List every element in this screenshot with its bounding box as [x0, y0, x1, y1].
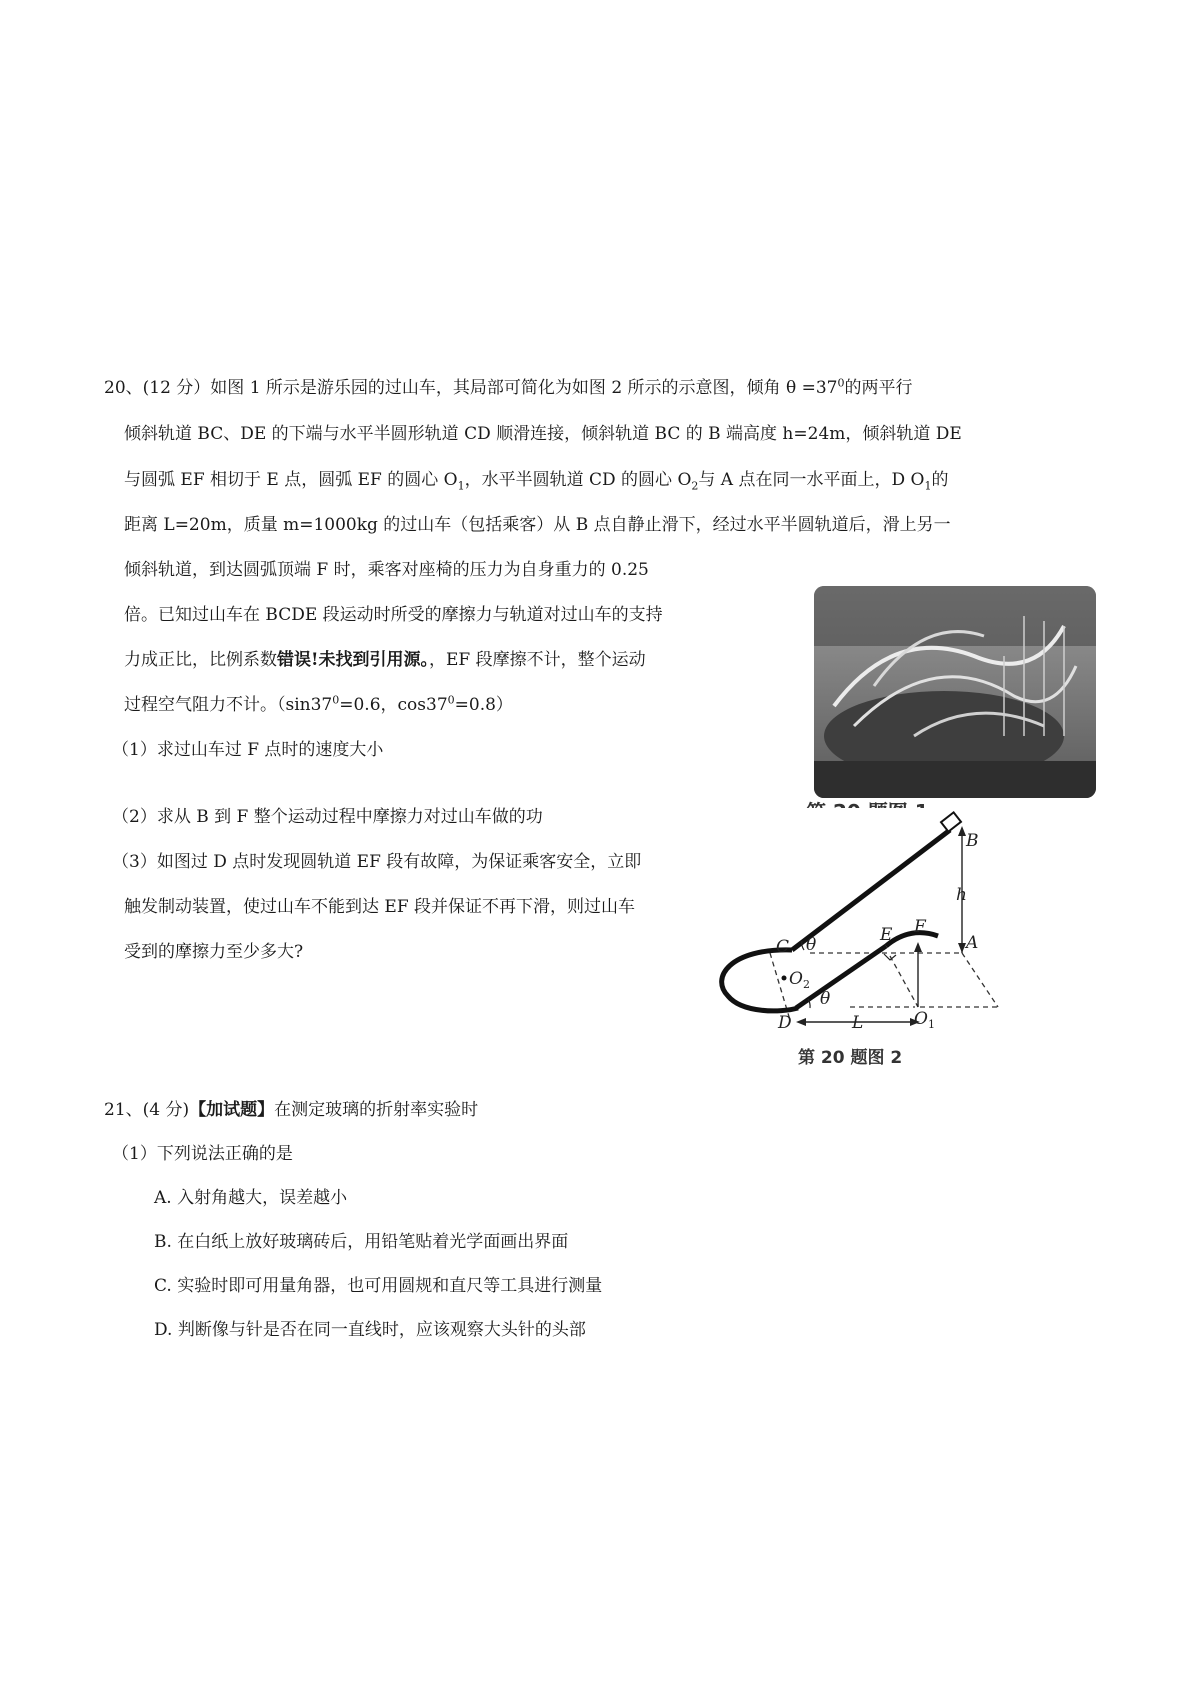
- q21-sub-1: （1）下列说法正确的是: [112, 1144, 293, 1164]
- q21-option-c: C. 实验时即可用量角器，也可用圆规和直尺等工具进行测量: [154, 1276, 603, 1296]
- q21-tag: 【加试题】: [189, 1100, 275, 1120]
- q20-line-8: [124, 693, 513, 717]
- q20-line-7: [124, 648, 646, 672]
- figure-2-caption: 第 20 题图 2: [798, 1048, 903, 1068]
- label-a: A: [966, 933, 979, 953]
- q20-line-3-d: 的: [931, 470, 949, 490]
- q20-line-3-a: 与圆弧 EF 相切于 E 点，圆弧 EF 的圆心 O: [124, 470, 458, 490]
- q21-option-b: B. 在白纸上放好玻璃砖后，用铅笔贴着光学面画出界面: [154, 1232, 569, 1252]
- q20-line-7-tail: ，EF 段摩擦不计，整个运动: [428, 650, 646, 670]
- label-h: h: [956, 885, 967, 905]
- q21-option-a: A. 入射角越大，误差越小: [154, 1188, 348, 1208]
- degree-sup: 0: [837, 376, 845, 390]
- degree-sup: 0: [332, 693, 340, 707]
- q20-line-8-tail: =0.8）: [454, 695, 513, 715]
- subscript: 1: [457, 479, 465, 493]
- q21-title: [104, 1098, 478, 1122]
- q20-sub-3-line-2: 触发制动装置，使过山车不能到达 EF 段并保证不再下滑，则过山车: [124, 897, 636, 917]
- q20-line-3-c: 与 A 点在同一水平面上，D O: [698, 470, 925, 490]
- q20-line-3-b: ，水平半圆轨道 CD 的圆心 O: [464, 470, 692, 490]
- subscript: 2: [691, 479, 699, 493]
- label-o2: $O_2$: [789, 969, 810, 991]
- q21-option-d: D. 判断像与针是否在同一直线时，应该观察大头针的头部: [154, 1320, 586, 1340]
- label-l: L: [852, 1013, 864, 1033]
- q20-line-1-tail: 的两平行: [844, 378, 913, 398]
- o2-point: [782, 976, 787, 981]
- label-f: F: [914, 917, 926, 937]
- reference-error-text: 错误!未找到引用源。: [277, 650, 429, 670]
- q20-sub-1: （1）求过山车过 F 点时的速度大小: [112, 740, 384, 760]
- figure-1: [814, 586, 1096, 798]
- degree-sup: 0: [447, 693, 455, 707]
- q20-line-6: 倍。已知过山车在 BCDE 段运动时所受的摩擦力与轨道对过山车的支持: [124, 605, 663, 625]
- q20-line-7-text: 力成正比，比例系数: [124, 650, 277, 670]
- figure-2-schematic: [700, 808, 1030, 1083]
- q20-sub-2: （2）求从 B 到 F 整个运动过程中摩擦力对过山车做的功: [112, 807, 543, 827]
- q20-line-8-text: 过程空气阻力不计。（sin37: [124, 695, 333, 715]
- q20-line-1: [104, 376, 912, 400]
- q20-line-2: 倾斜轨道 BC、DE 的下端与水平半圆形轨道 CD 顺滑连接，倾斜轨道 BC 的 B 端高度 h=24m，倾斜轨道 DE: [124, 424, 962, 444]
- label-theta-d: θ: [820, 989, 831, 1009]
- q21-title-text: 在测定玻璃的折射率实验时: [274, 1100, 479, 1120]
- roller-coaster-photo: [814, 586, 1096, 798]
- q20-sub-3-line-3: 受到的摩擦力至少多大?: [124, 942, 304, 962]
- label-c: C: [776, 937, 790, 957]
- q20-line-4: 距离 L=20m，质量 m=1000kg 的过山车（包括乘客）从 B 点自静止滑下，经过水平半圆轨道后，滑上另一: [124, 515, 951, 535]
- label-d: D: [778, 1013, 792, 1033]
- q20-line-5: 倾斜轨道，到达圆弧顶端 F 时，乘客对座椅的压力为自身重力的 0.25: [124, 560, 649, 580]
- q20-line-1-text: 20、(12 分）如图 1 所示是游乐园的过山车，其局部可简化为如图 2 所示的示意图，倾角 θ =37: [104, 378, 838, 398]
- label-theta-c: θ: [806, 935, 817, 955]
- roller-coaster-illustration: [814, 586, 1096, 798]
- subscript: 1: [924, 479, 932, 493]
- q20-line-8-mid: =0.6，cos37: [339, 695, 448, 715]
- label-e: E: [880, 925, 893, 945]
- q20-line-3: [124, 468, 948, 492]
- label-b: B: [966, 831, 979, 851]
- label-o1: $O_1$: [914, 1009, 935, 1031]
- q20-sub-3-line-1: （3）如图过 D 点时发现圆轨道 EF 段有故障，为保证乘客安全，立即: [112, 852, 642, 872]
- q21-number: 21、(4 分): [104, 1100, 190, 1120]
